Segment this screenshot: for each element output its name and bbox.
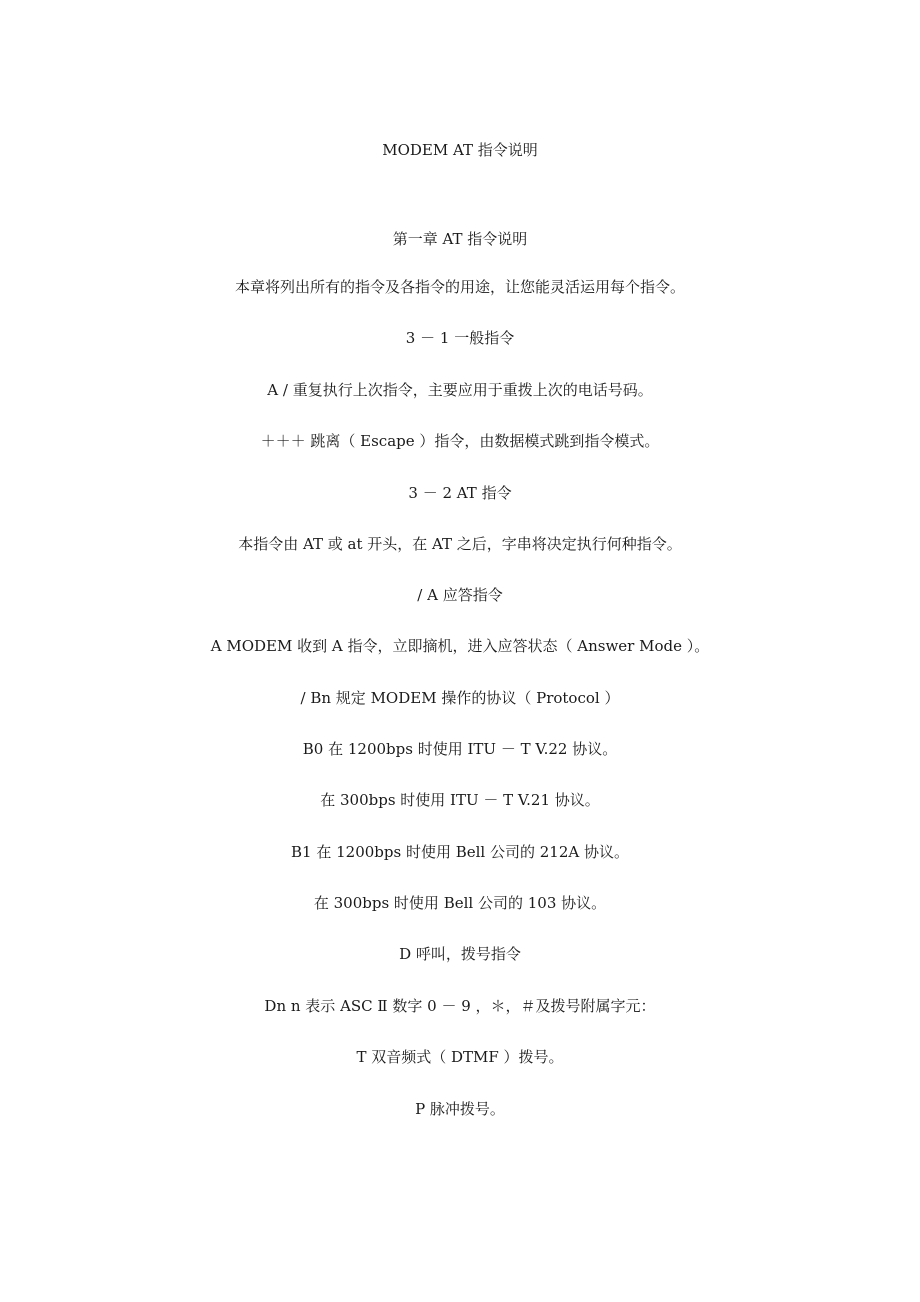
paragraph: B1 在 1200bps 时使用 Bell 公司的 212A 协议。 [291, 843, 629, 861]
paragraph: 在 300bps 时使用 ITU － T V.21 协议。 [320, 791, 600, 809]
paragraph: 本章将列出所有的指令及各指令的用途，让您能灵活运用每个指令。 [234, 278, 685, 296]
paragraph: A / 重复执行上次指令，主要应用于重拨上次的电话号码。 [267, 381, 653, 399]
paragraph: A MODEM 收到 A 指令，立即摘机，进入应答状态（ Answer Mode ）。 [210, 637, 710, 655]
section-heading: 3 － 2 AT 指令 [408, 484, 512, 502]
paragraph: ＋＋＋ 跳离（ Escape ）指令，由数据模式跳到指令模式。 [260, 432, 660, 450]
command-heading: / Bn 规定 MODEM 操作的协议（ Protocol ） [300, 689, 620, 707]
chapter-heading: 第一章 AT 指令说明 [392, 230, 528, 248]
document-title: MODEM AT 指令说明 [382, 141, 538, 159]
paragraph: B0 在 1200bps 时使用 ITU － T V.22 协议。 [302, 740, 618, 758]
paragraph: 在 300bps 时使用 Bell 公司的 103 协议。 [313, 894, 607, 912]
section-heading: 3 － 1 一般指令 [405, 329, 515, 347]
paragraph: Dn n 表示 ASC Ⅱ 数字 0 － 9 ，＊，＃及拨号附属字元： [264, 997, 656, 1015]
command-heading: D 呼叫，拨号指令 [399, 945, 521, 963]
command-heading: / A 应答指令 [417, 586, 503, 604]
paragraph: T 双音频式（ DTMF ）拨号。 [356, 1048, 564, 1066]
paragraph: 本指令由 AT 或 at 开头，在 AT 之后，字串将决定执行何种指令。 [238, 535, 682, 553]
paragraph: P 脉冲拨号。 [415, 1100, 505, 1118]
